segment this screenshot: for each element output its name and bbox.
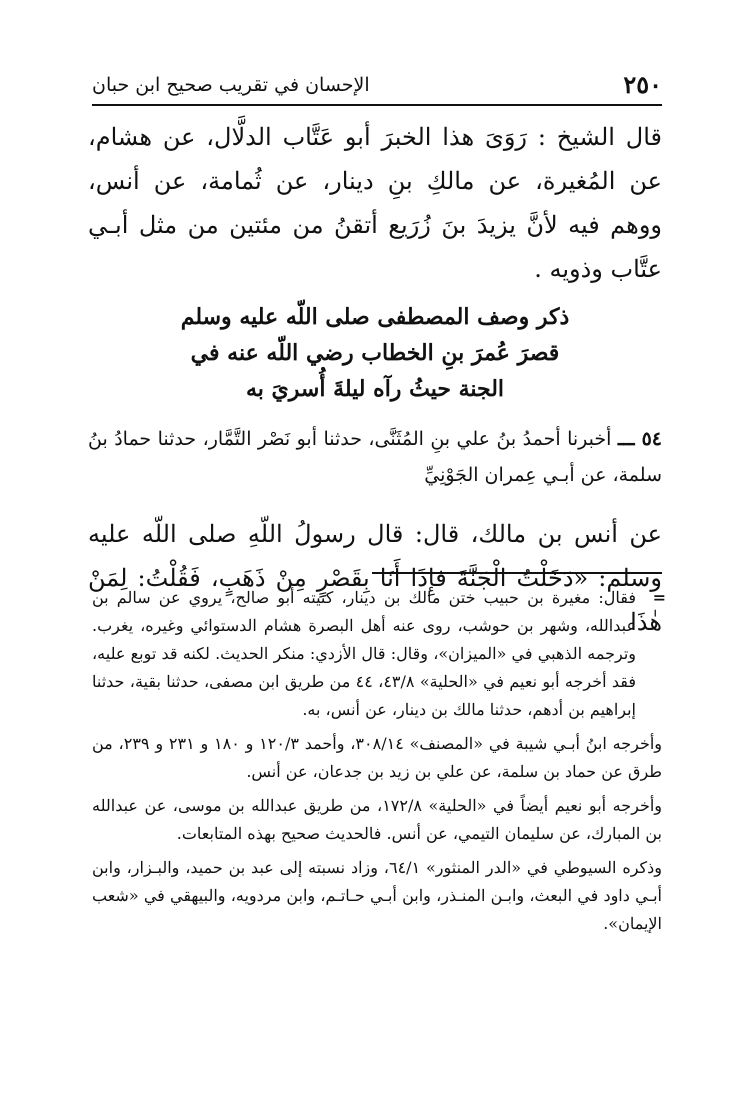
footnote-continuation [92, 584, 666, 724]
commentary-paragraph: قال الشيخ : رَوَىَ هذا الخبرَ أبو عَتَّاب الدلَّال، عن هشام، عن المُغيرة، عن مالكِ بنِ دينار، عن ثُمامة، عن أنس، ووهم فيه لأنَّ يزيدَ بنَ زُرَيع أتقنُ من مئتين من مثل أبـي عتَّاب وذويه . [88, 123, 662, 283]
hadith-number: ٥٤ ـــ [617, 428, 663, 450]
footnote-text-1: فقال: مغيرة بن حبيب ختن مالك بن دينار، كنيته أبو صالح، يروي عن سالم بن عبدالله، وشهر بن حوشب، روى عنه أهل البصرة هشام الدستوائي وغيره، يغرب. وترجمه الذهبي في «الميزان»، وقال: قال الأزدي: منكر الحديث. لكنه قد توبع عليه، فقد أخرجه أبو نعيم في «الحلية» ٤٣/٨، ٤٤ من طريق ابن مصفى، حدثنا بقية، حدثنا إبراهيم بن أدهم، حدثنا مالك بن دينار، عن أنس، به. [92, 588, 637, 719]
chapter-heading [88, 299, 662, 407]
footnote-text-3: وأخرجه أبو نعيم أيضاً في «الحلية» ١٧٢/٨، من طريق عبدالله بن موسى، عن عبدالله بن المبارك، عن سليمان التيمي، عن أنس. فالحديث صحيح بهذه المتابعات. [92, 796, 663, 843]
footnote-text-4: وذكره السيوطي في «الدر المنثور» ٦٤/١، وزاد نسبته إلى عبد بن حميد، والبـزار، وابن أبـي داود في البعث، وابـن المنـذر، وابن أبـي حـاتـم، وابن مردويه، والبيهقي في «شعب الإيمان». [92, 858, 663, 933]
chapter-heading-line-2: قصرَ عُمرَ بنِ الخطاب رضي اللّه عنه في [190, 340, 560, 366]
header-divider [92, 104, 662, 106]
running-title: الإحسان في تقريب صحيح ابن حبان [92, 74, 370, 96]
page-header [92, 64, 662, 104]
continuation-marker: = [652, 588, 666, 607]
footnotes [92, 584, 666, 944]
hadith-text: عن أنس بن مالك، قال: قال رسولُ اللّهِ صلى اللّه عليه وسلم: «دَخَلْتُ الْجَنَّةَ فإِذَا أَنَا بِقَصْرٍ مِنْ ذَهَبٍ، فَقُلْتُ: لِمَنْ هٰذَا [88, 520, 662, 636]
page-number: ٢٥٠ [623, 70, 662, 99]
chapter-heading-line-3: الجنة حيثُ رآه ليلةَ أُسريَ به [245, 376, 505, 402]
footnote-text-2: وأخرجه ابنُ أبـي شيبة في «المصنف» ٣٠٨/١٤، وأحمد ١٢٠/٣ و ١٨٠ و ٢٣١ و ٢٣٩، من طرق عن حماد بن سلمة، عن علي بن زيد بن جدعان، عن أنس. [92, 734, 663, 781]
hadith-sanad-text: أخبرنا أحمدُ بنُ علي بنِ المُثَنَّى، حدثنا أبو نَصْر التَّمَّار، حدثنا حمادُ بنُ سلمة، عن أبـي عِمران الجَوْنِيِّ [88, 428, 662, 486]
footnote-divider [372, 572, 662, 574]
chapter-heading-line-1: ذكر وصف المصطفى صلى اللّه عليه وسلم [180, 304, 570, 330]
hadith-chain [88, 421, 662, 493]
